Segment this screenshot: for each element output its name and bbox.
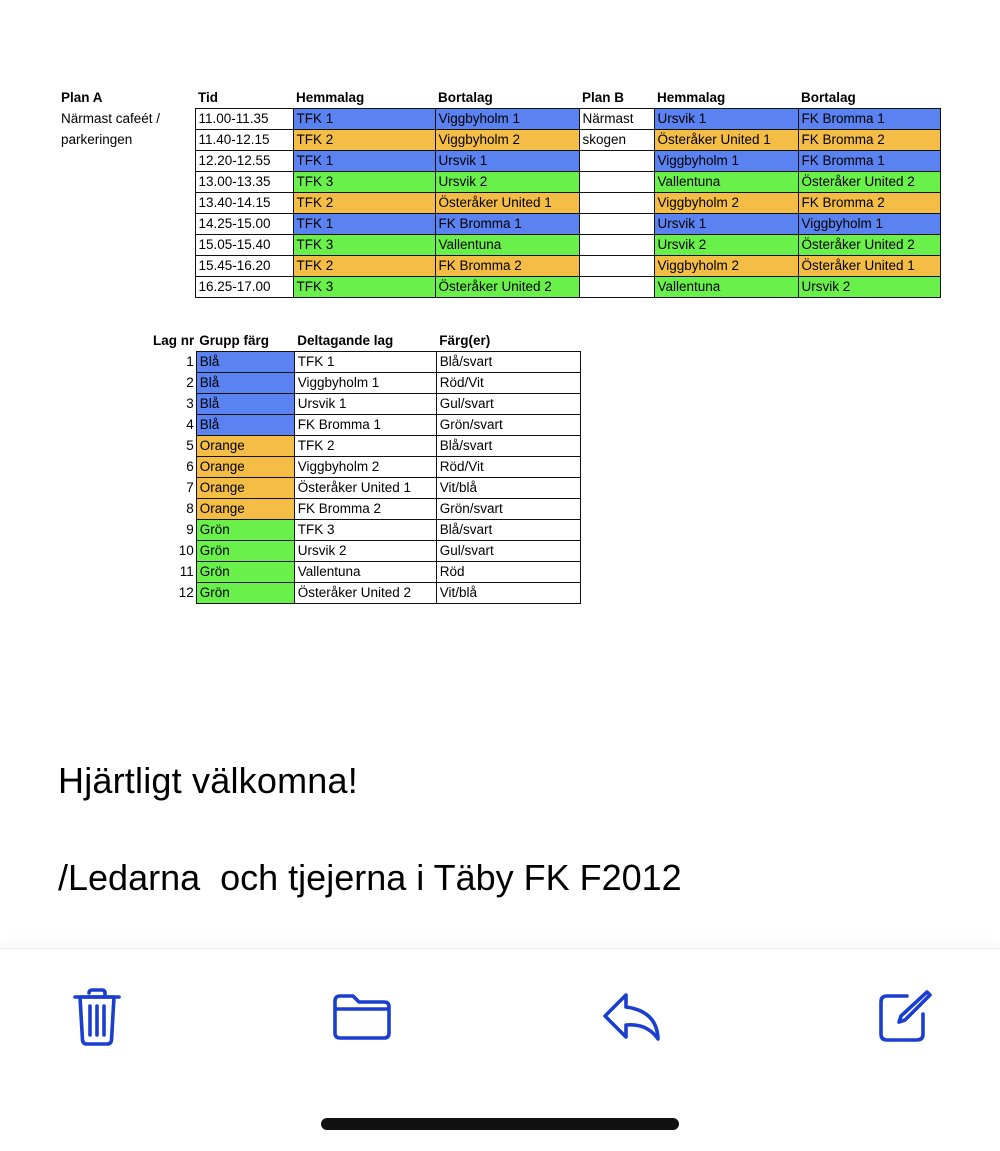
home-team-b: Vallentuna bbox=[654, 277, 798, 298]
team-colors: Grön/svart bbox=[436, 499, 580, 520]
plan-a-note bbox=[58, 193, 195, 214]
home-team-a: TFK 1 bbox=[293, 214, 435, 235]
header-time: Tid bbox=[198, 90, 218, 105]
team-row bbox=[150, 562, 580, 583]
signature-text: /Ledarna och tjejerna i Täby FK F2012 bbox=[58, 857, 682, 898]
group-color: Grön bbox=[196, 520, 294, 541]
home-team-b: Viggbyholm 2 bbox=[654, 193, 798, 214]
team-number: 1 bbox=[186, 354, 194, 369]
group-color: Blå bbox=[196, 394, 294, 415]
team-row bbox=[150, 457, 580, 478]
header-plan-a: Plan A bbox=[61, 90, 103, 106]
team-row bbox=[150, 499, 580, 520]
plan-a-note bbox=[58, 277, 195, 298]
away-team-a: Ursvik 2 bbox=[435, 172, 579, 193]
team-row bbox=[150, 541, 580, 562]
plan-a-note bbox=[58, 151, 195, 172]
group-color: Grön bbox=[196, 583, 294, 604]
compose-icon bbox=[875, 988, 933, 1046]
group-color: Orange bbox=[196, 478, 294, 499]
plan-a-note bbox=[58, 172, 195, 193]
delete-button[interactable] bbox=[65, 985, 129, 1049]
plan-a-note bbox=[58, 214, 195, 235]
header-plan-b: Plan B bbox=[582, 90, 625, 105]
plan-a-note: parkeringen bbox=[61, 132, 133, 147]
schedule-row bbox=[58, 109, 940, 130]
away-team-b: Viggbyholm 1 bbox=[798, 214, 940, 235]
team-colors: Vit/blå bbox=[436, 583, 580, 604]
away-team-a: FK Bromma 2 bbox=[435, 256, 579, 277]
away-team-b: FK Bromma 1 bbox=[798, 109, 940, 130]
group-color: Grön bbox=[196, 562, 294, 583]
team-name: Österåker United 2 bbox=[294, 583, 436, 604]
plan-b-note bbox=[579, 193, 654, 214]
away-team-a: Österåker United 2 bbox=[435, 277, 579, 298]
header-participating-team: Deltagande lag bbox=[297, 333, 394, 348]
team-name: FK Bromma 1 bbox=[294, 415, 436, 436]
schedule-header-row bbox=[58, 88, 940, 109]
team-colors: Vit/blå bbox=[436, 478, 580, 499]
group-color: Blå bbox=[196, 373, 294, 394]
home-team-b: Viggbyholm 2 bbox=[654, 256, 798, 277]
away-team-b: FK Bromma 2 bbox=[798, 130, 940, 151]
group-color: Blå bbox=[196, 415, 294, 436]
team-colors: Gul/svart bbox=[436, 541, 580, 562]
plan-a-note bbox=[58, 235, 195, 256]
header-team-colors: Färg(er) bbox=[439, 333, 491, 348]
team-row bbox=[150, 478, 580, 499]
schedule-row bbox=[58, 172, 940, 193]
team-name: TFK 3 bbox=[294, 520, 436, 541]
plan-b-note bbox=[579, 277, 654, 298]
away-team-a: Österåker United 1 bbox=[435, 193, 579, 214]
home-team-a: TFK 2 bbox=[293, 130, 435, 151]
away-team-b: FK Bromma 1 bbox=[798, 151, 940, 172]
team-name: TFK 2 bbox=[294, 436, 436, 457]
team-number: 8 bbox=[186, 501, 194, 516]
folder-icon bbox=[331, 992, 393, 1042]
home-team-b: Österåker United 1 bbox=[654, 130, 798, 151]
header-away-b: Bortalag bbox=[801, 90, 856, 105]
team-number: 9 bbox=[186, 522, 194, 537]
header-home-a: Hemmalag bbox=[296, 90, 365, 105]
group-color: Orange bbox=[196, 436, 294, 457]
team-colors: Blå/svart bbox=[436, 520, 580, 541]
schedule-row bbox=[58, 235, 940, 256]
plan-a-note: Närmast cafeét / bbox=[61, 111, 161, 126]
home-team-a: TFK 1 bbox=[293, 109, 435, 130]
team-colors: Röd/Vit bbox=[436, 373, 580, 394]
home-team-a: TFK 1 bbox=[293, 151, 435, 172]
home-team-a: TFK 3 bbox=[293, 172, 435, 193]
schedule-body bbox=[58, 109, 940, 298]
away-team-a: Viggbyholm 2 bbox=[435, 130, 579, 151]
header-group-color: Grupp färg bbox=[199, 333, 270, 348]
home-team-b: Vallentuna bbox=[654, 172, 798, 193]
match-time: 11.00-11.35 bbox=[195, 109, 293, 130]
team-number: 12 bbox=[178, 585, 194, 600]
match-time: 13.40-14.15 bbox=[195, 193, 293, 214]
team-number: 11 bbox=[179, 564, 194, 579]
schedule-row bbox=[58, 193, 940, 214]
team-colors: Röd bbox=[436, 562, 580, 583]
match-time: 13.00-13.35 bbox=[195, 172, 293, 193]
group-color: Orange bbox=[196, 457, 294, 478]
reply-button[interactable] bbox=[600, 985, 664, 1049]
team-row bbox=[150, 352, 580, 373]
header-home-b: Hemmalag bbox=[657, 90, 726, 105]
home-team-b: Ursvik 2 bbox=[654, 235, 798, 256]
team-number: 5 bbox=[186, 438, 194, 453]
group-color: Orange bbox=[196, 499, 294, 520]
move-to-folder-button[interactable] bbox=[330, 985, 394, 1049]
team-name: TFK 1 bbox=[294, 352, 436, 373]
team-row bbox=[150, 394, 580, 415]
group-color: Blå bbox=[196, 352, 294, 373]
team-colors: Gul/svart bbox=[436, 394, 580, 415]
home-team-b: Ursvik 1 bbox=[654, 109, 798, 130]
plan-a-note bbox=[58, 256, 195, 277]
plan-b-note: Närmast bbox=[579, 109, 654, 130]
home-team-a: TFK 2 bbox=[293, 256, 435, 277]
team-row bbox=[150, 415, 580, 436]
teams-header-row bbox=[150, 331, 580, 352]
team-colors: Grön/svart bbox=[436, 415, 580, 436]
home-team-b: Viggbyholm 1 bbox=[654, 151, 798, 172]
away-team-a: FK Bromma 1 bbox=[435, 214, 579, 235]
match-time: 15.45-16.20 bbox=[195, 256, 293, 277]
match-time: 14.25-15.00 bbox=[195, 214, 293, 235]
team-row bbox=[150, 373, 580, 394]
away-team-b: Österåker United 2 bbox=[798, 172, 940, 193]
team-colors: Blå/svart bbox=[436, 352, 580, 373]
team-name: FK Bromma 2 bbox=[294, 499, 436, 520]
teams-body bbox=[150, 352, 580, 604]
team-name: Österåker United 1 bbox=[294, 478, 436, 499]
away-team-b: FK Bromma 2 bbox=[798, 193, 940, 214]
match-time: 11.40-12.15 bbox=[195, 130, 293, 151]
match-schedule-table bbox=[58, 88, 941, 298]
away-team-a: Ursvik 1 bbox=[435, 151, 579, 172]
match-time: 16.25-17.00 bbox=[195, 277, 293, 298]
away-team-a: Viggbyholm 1 bbox=[435, 109, 579, 130]
match-time: 12.20-12.55 bbox=[195, 151, 293, 172]
header-away-a: Bortalag bbox=[438, 90, 493, 105]
team-row bbox=[150, 520, 580, 541]
plan-b-note bbox=[579, 256, 654, 277]
match-time: 15.05-15.40 bbox=[195, 235, 293, 256]
team-number: 7 bbox=[186, 480, 194, 495]
schedule-row bbox=[58, 277, 940, 298]
trash-icon bbox=[69, 987, 125, 1047]
team-number: 3 bbox=[186, 396, 194, 411]
team-row bbox=[150, 436, 580, 457]
compose-button[interactable] bbox=[872, 985, 936, 1049]
team-name: Ursvik 1 bbox=[294, 394, 436, 415]
home-team-a: TFK 3 bbox=[293, 235, 435, 256]
group-color: Grön bbox=[196, 541, 294, 562]
team-row bbox=[150, 583, 580, 604]
team-list-table bbox=[150, 331, 581, 604]
plan-b-note bbox=[579, 214, 654, 235]
header-team-nr: Lag nr bbox=[153, 333, 195, 349]
home-indicator[interactable] bbox=[321, 1118, 679, 1130]
away-team-b: Österåker United 2 bbox=[798, 235, 940, 256]
team-number: 10 bbox=[178, 543, 194, 558]
plan-b-note bbox=[579, 172, 654, 193]
plan-b-note bbox=[579, 151, 654, 172]
team-colors: Blå/svart bbox=[436, 436, 580, 457]
schedule-row bbox=[58, 151, 940, 172]
away-team-b: Österåker United 1 bbox=[798, 256, 940, 277]
reply-icon bbox=[601, 991, 663, 1043]
team-number: 4 bbox=[186, 417, 194, 432]
schedule-row bbox=[58, 214, 940, 235]
plan-b-note: skogen bbox=[579, 130, 654, 151]
team-number: 6 bbox=[186, 459, 194, 474]
team-name: Vallentuna bbox=[294, 562, 436, 583]
team-name: Ursvik 2 bbox=[294, 541, 436, 562]
away-team-a: Vallentuna bbox=[435, 235, 579, 256]
welcome-text: Hjärtligt välkomna! bbox=[58, 760, 358, 801]
plan-b-note bbox=[579, 235, 654, 256]
team-name: Viggbyholm 1 bbox=[294, 373, 436, 394]
team-colors: Röd/Vit bbox=[436, 457, 580, 478]
away-team-b: Ursvik 2 bbox=[798, 277, 940, 298]
team-name: Viggbyholm 2 bbox=[294, 457, 436, 478]
home-team-a: TFK 2 bbox=[293, 193, 435, 214]
home-team-a: TFK 3 bbox=[293, 277, 435, 298]
schedule-row bbox=[58, 130, 940, 151]
team-number: 2 bbox=[186, 375, 194, 390]
home-team-b: Ursvik 1 bbox=[654, 214, 798, 235]
schedule-row bbox=[58, 256, 940, 277]
